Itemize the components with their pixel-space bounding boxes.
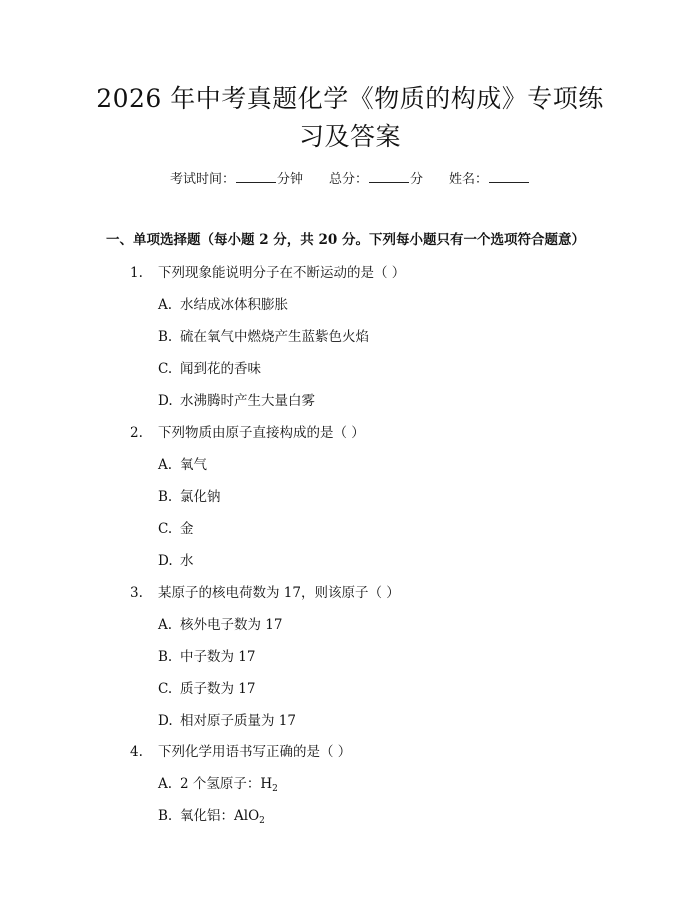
option-text: 核外电子数为 17 [180,617,283,633]
time-label: 考试时间： [169,172,235,187]
option-letter: D. [158,713,173,729]
page-title-line-2: 习及答案 [298,122,401,151]
question-2-option-b [158,485,221,505]
option-text: 氯化钠 [180,489,221,505]
option-text: 相对原子质量为 17 [180,713,296,729]
question-3-option-d [158,709,296,729]
question-stem: 下列现象能说明分子在不断运动的是（ ） [158,265,406,281]
option-letter: D. [158,393,173,409]
name-label: 姓名： [449,172,489,187]
question-3-option-a [158,613,282,633]
question-1-option-c [158,357,261,377]
option-letter: B. [158,649,173,665]
time-unit: 分钟 [276,172,303,187]
question-4 [130,740,351,760]
option-letter: B. [158,329,173,345]
option-letter: A. [158,776,173,792]
page-title-line-1: 2026 年中考真题化学《物质的构成》专项练 [96,84,604,113]
question-1-option-b [158,325,369,345]
section-heading: 一、单项选择题（每小题 2 分，共 20 分。下列每小题只有一个选项符合题意） [106,232,585,248]
question-number: 2. [130,425,143,441]
option-letter: C. [158,521,173,537]
name-blank [489,170,529,183]
option-text: 质子数为 17 [180,681,256,697]
question-3 [130,581,400,601]
option-letter: B. [158,489,173,505]
option-letter: C. [158,361,173,377]
question-stem: 下列物质由原子直接构成的是（ ） [158,425,365,441]
option-text: 中子数为 17 [180,649,256,665]
question-number: 1. [130,265,143,281]
score-blank [369,170,409,183]
option-letter: B. [158,808,173,824]
option-text: 水沸腾时产生大量白雾 [180,393,315,409]
exam-meta [0,168,700,187]
option-text: 氧化铝：AlO [180,808,260,824]
question-2-option-a [158,453,207,473]
question-3-option-b [158,645,255,665]
option-text: 氧气 [180,457,207,473]
option-text: 水结成冰体积膨胀 [180,297,288,313]
time-blank [236,170,276,183]
score-unit: 分 [410,172,424,187]
option-text: 2 个氢原子：H [180,776,273,792]
question-4-option-a [158,772,278,794]
option-letter: C. [158,681,173,697]
question-stem: 某原子的核电荷数为 17，则该原子（ ） [158,585,400,601]
question-4-option-b [158,804,265,826]
question-2-option-d [158,549,194,569]
option-letter: A. [158,617,173,633]
option-text: 水 [180,553,194,569]
question-1-option-a [158,293,288,313]
question-3-option-c [158,677,255,697]
option-letter: A. [158,297,173,313]
option-letter: A. [158,457,173,473]
option-subscript: 2 [272,784,278,794]
question-2 [130,421,365,441]
option-letter: D. [158,553,173,569]
question-number: 4. [130,744,143,760]
question-1 [130,261,405,281]
option-subscript: 2 [259,816,265,826]
question-stem: 下列化学用语书写正确的是（ ） [158,744,352,760]
question-2-option-c [158,517,194,537]
option-text: 闻到花的香味 [180,361,261,377]
question-1-option-d [158,389,315,409]
score-label: 总分： [328,172,368,187]
option-text: 金 [180,521,194,537]
option-text: 硫在氧气中燃烧产生蓝紫色火焰 [180,329,369,345]
question-number: 3. [130,585,143,601]
